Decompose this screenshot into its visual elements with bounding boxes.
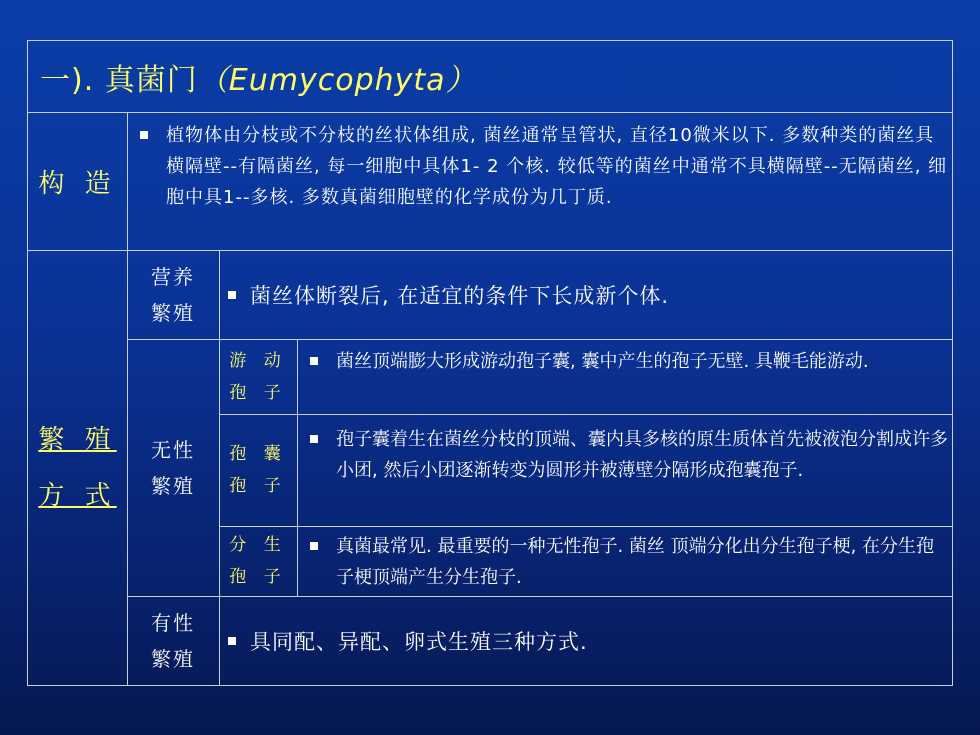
- spore-type-text: 孢子囊着生在菌丝分枝的顶端、囊内具多核的原生质体首先被液泡分割成许多小团, 然后小团逐渐转变为圆形并被薄壁分隔形成孢囊孢子.: [336, 429, 948, 481]
- asexual-label-line1: 无性: [151, 437, 195, 462]
- slide-table: [27, 40, 953, 686]
- spore-type-text-cell: [302, 346, 950, 412]
- spore-type-text: 菌丝顶端膨大形成游动孢子囊, 囊中产生的孢子无壁. 具鞭毛能游动.: [336, 351, 869, 372]
- structure-text: 植物体由分枝或不分枝的丝状体组成, 菌丝通常呈管状, 直径10微米以下. 多数种类的菌丝具横隔壁--有隔菌丝, 每一细胞中具体1- 2 个核. 较低等的菌丝中通常不具横隔壁--无隔菌丝, 细胞中具1--多核. 多数真菌细胞壁的化学成份为几丁质.: [166, 125, 948, 208]
- sexual-label-cell: [127, 596, 219, 685]
- spore-type-name-line1: 游 动: [229, 350, 287, 371]
- reproduction-label-line2: 方 式: [38, 480, 117, 511]
- asexual-label-cell: [127, 339, 219, 596]
- divider: [219, 414, 952, 415]
- vegetative-text: 菌丝体断裂后, 在适宜的条件下长成新个体.: [250, 283, 670, 308]
- spore-type-text: 真菌最常见. 最重要的一种无性孢子. 菌丝 顶端分化出分生孢子梗, 在分生孢子梗顶端产生分生孢子.: [336, 536, 935, 588]
- structure-label-cell: [28, 112, 127, 250]
- structure-label: 构 造: [38, 168, 117, 199]
- bullet-icon: [310, 357, 318, 365]
- bullet-icon: [228, 291, 236, 299]
- spore-type-name-line1: 孢 囊: [229, 444, 287, 464]
- asexual-label-line2: 繁殖: [151, 473, 195, 498]
- bullet-icon: [140, 131, 148, 139]
- sexual-text: 具同配、异配、卵式生殖三种方式.: [250, 629, 588, 654]
- spore-type-paragraph: [302, 346, 950, 377]
- spore-type-text-cell: [302, 531, 950, 595]
- spore-type-name-line2: 孢 子: [229, 567, 287, 587]
- structure-paragraph: [132, 120, 948, 213]
- spore-type-label-cell: [219, 414, 297, 526]
- reproduction-label-cell: [28, 250, 127, 685]
- spore-type-paragraph: [302, 424, 950, 486]
- divider: [219, 526, 952, 527]
- vegetative-label-line1: 营养: [151, 264, 195, 289]
- title-latin: （Eumycophyta）: [197, 62, 477, 98]
- structure-text-cell: [132, 120, 948, 248]
- spore-type-name-line2: 孢 子: [229, 476, 287, 496]
- divider: [297, 339, 298, 596]
- page-title: [40, 55, 477, 99]
- bullet-icon: [310, 435, 318, 443]
- spore-type-name-line1: 分 生: [229, 535, 287, 555]
- spore-type-paragraph: [302, 531, 950, 593]
- sexual-label-line2: 繁殖: [151, 646, 195, 671]
- spore-type-text-cell: [302, 424, 950, 524]
- sexual-label-line1: 有性: [151, 610, 195, 635]
- bullet-icon: [228, 637, 236, 645]
- spore-type-name-line2: 孢 子: [229, 382, 287, 403]
- sexual-text-cell: [228, 596, 948, 685]
- title-prefix: 一). 真菌门: [40, 62, 198, 98]
- vegetative-text-cell: [228, 250, 948, 339]
- spore-type-label-cell: [219, 339, 297, 414]
- vegetative-label-line2: 繁殖: [151, 300, 195, 325]
- bullet-icon: [310, 542, 318, 550]
- title-row: [28, 41, 952, 113]
- reproduction-label-line1: 繁 殖: [38, 424, 117, 455]
- vegetative-label-cell: [127, 250, 219, 339]
- spore-type-label-cell: [219, 526, 297, 596]
